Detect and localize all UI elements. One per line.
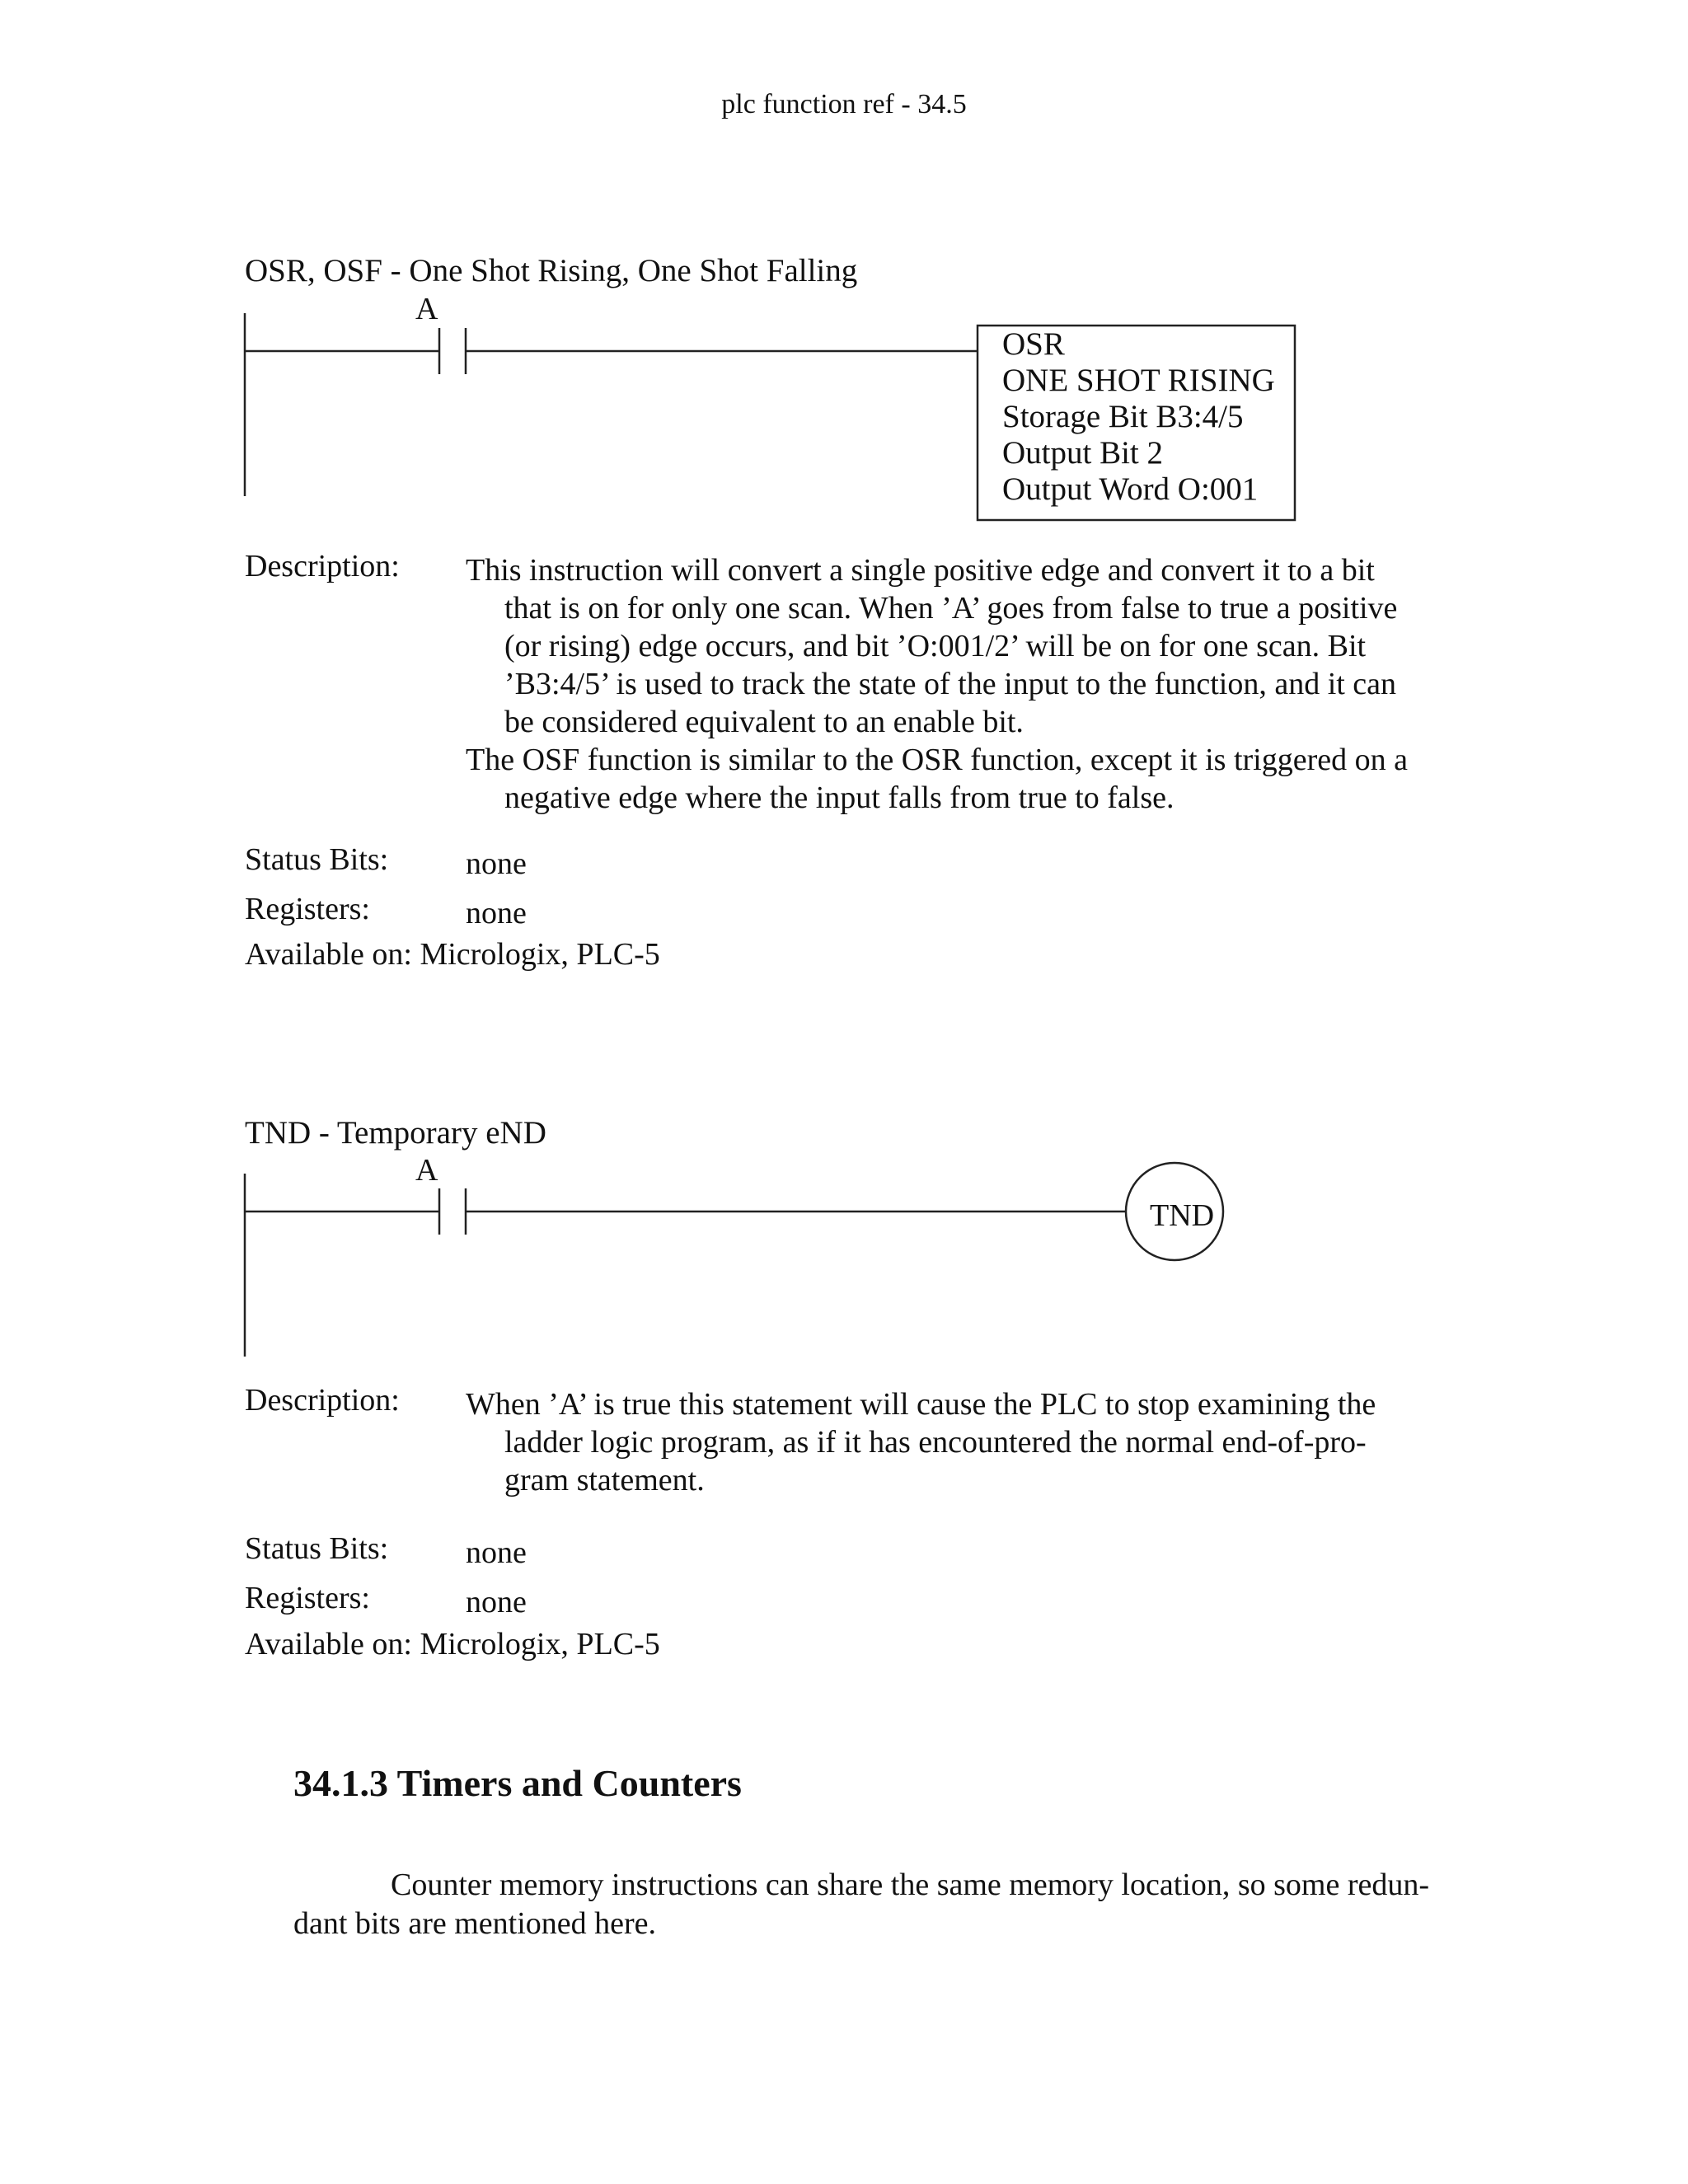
osr-contact-label: A <box>415 292 438 326</box>
osr-available-on: Available on: Micrologix, PLC-5 <box>245 937 660 972</box>
osr-status-bits-value: none <box>466 846 527 881</box>
tnd-description-label: Description: <box>245 1383 400 1418</box>
osr-desc-line: This instruction will convert a single positive edge and convert it to a bit <box>466 553 1375 588</box>
section-body-paragraph <box>293 1866 1429 1943</box>
tnd-ladder-rung <box>0 1154 1688 1401</box>
osr-desc-line: The OSF function is similar to the OSR function, except it is triggered on a <box>466 743 1408 777</box>
osr-registers-label: Registers: <box>245 892 370 926</box>
tnd-registers-value: none <box>466 1585 527 1619</box>
osr-desc-line: negative edge where the input falls from true to false. <box>504 780 1175 815</box>
tnd-section-title: TND - Temporary eND <box>245 1115 546 1151</box>
tnd-status-bits-value: none <box>466 1535 527 1570</box>
osr-function-box-text <box>1002 326 1275 508</box>
osr-registers-value: none <box>466 896 527 930</box>
osr-box-line-output-word: Output Word O:001 <box>1002 471 1259 507</box>
section-body-line: dant bits are mentioned here. <box>293 1906 657 1941</box>
tnd-status-bits-label: Status Bits: <box>245 1531 389 1566</box>
tnd-desc-line: When ’A’ is true this statement will cause the PLC to stop examining the <box>466 1387 1376 1422</box>
tnd-desc-line: gram statement. <box>504 1463 705 1497</box>
osr-status-bits-label: Status Bits: <box>245 842 389 877</box>
tnd-available-on: Available on: Micrologix, PLC-5 <box>245 1627 660 1661</box>
section-body-line: Counter memory instructions can share the same memory location, so some redun- <box>391 1868 1430 1902</box>
section-heading: 34.1.3 Timers and Counters <box>293 1762 742 1804</box>
tnd-coil-label: TND <box>1150 1198 1215 1233</box>
osr-box-line-name: OSR <box>1002 326 1065 362</box>
osr-box-line-output-bit: Output Bit 2 <box>1002 435 1164 471</box>
tnd-desc-line: ladder logic program, as if it has encountered the normal end-of-pro- <box>504 1425 1367 1460</box>
osr-box-line-title: ONE SHOT RISING <box>1002 363 1275 398</box>
tnd-description <box>466 1385 1376 1499</box>
osr-description-label: Description: <box>245 549 400 583</box>
osr-box-line-storage-bit: Storage Bit B3:4/5 <box>1002 399 1244 434</box>
osr-ladder-rung <box>0 297 1688 544</box>
tnd-registers-label: Registers: <box>245 1581 370 1615</box>
running-head: plc function ref - 34.5 <box>721 89 967 120</box>
osr-description <box>466 551 1408 817</box>
osr-desc-line: ’B3:4/5’ is used to track the state of the input to the function, and it can <box>504 667 1397 701</box>
osr-section-title: OSR, OSF - One Shot Rising, One Shot Falling <box>245 253 858 288</box>
osr-desc-line: that is on for only one scan. When ’A’ goes from false to true a positive <box>504 591 1398 626</box>
tnd-contact-label: A <box>415 1153 438 1188</box>
osr-desc-line: (or rising) edge occurs, and bit ’O:001/2’ will be on for one scan. Bit <box>504 629 1367 663</box>
osr-desc-line: be considered equivalent to an enable bit. <box>504 705 1024 739</box>
